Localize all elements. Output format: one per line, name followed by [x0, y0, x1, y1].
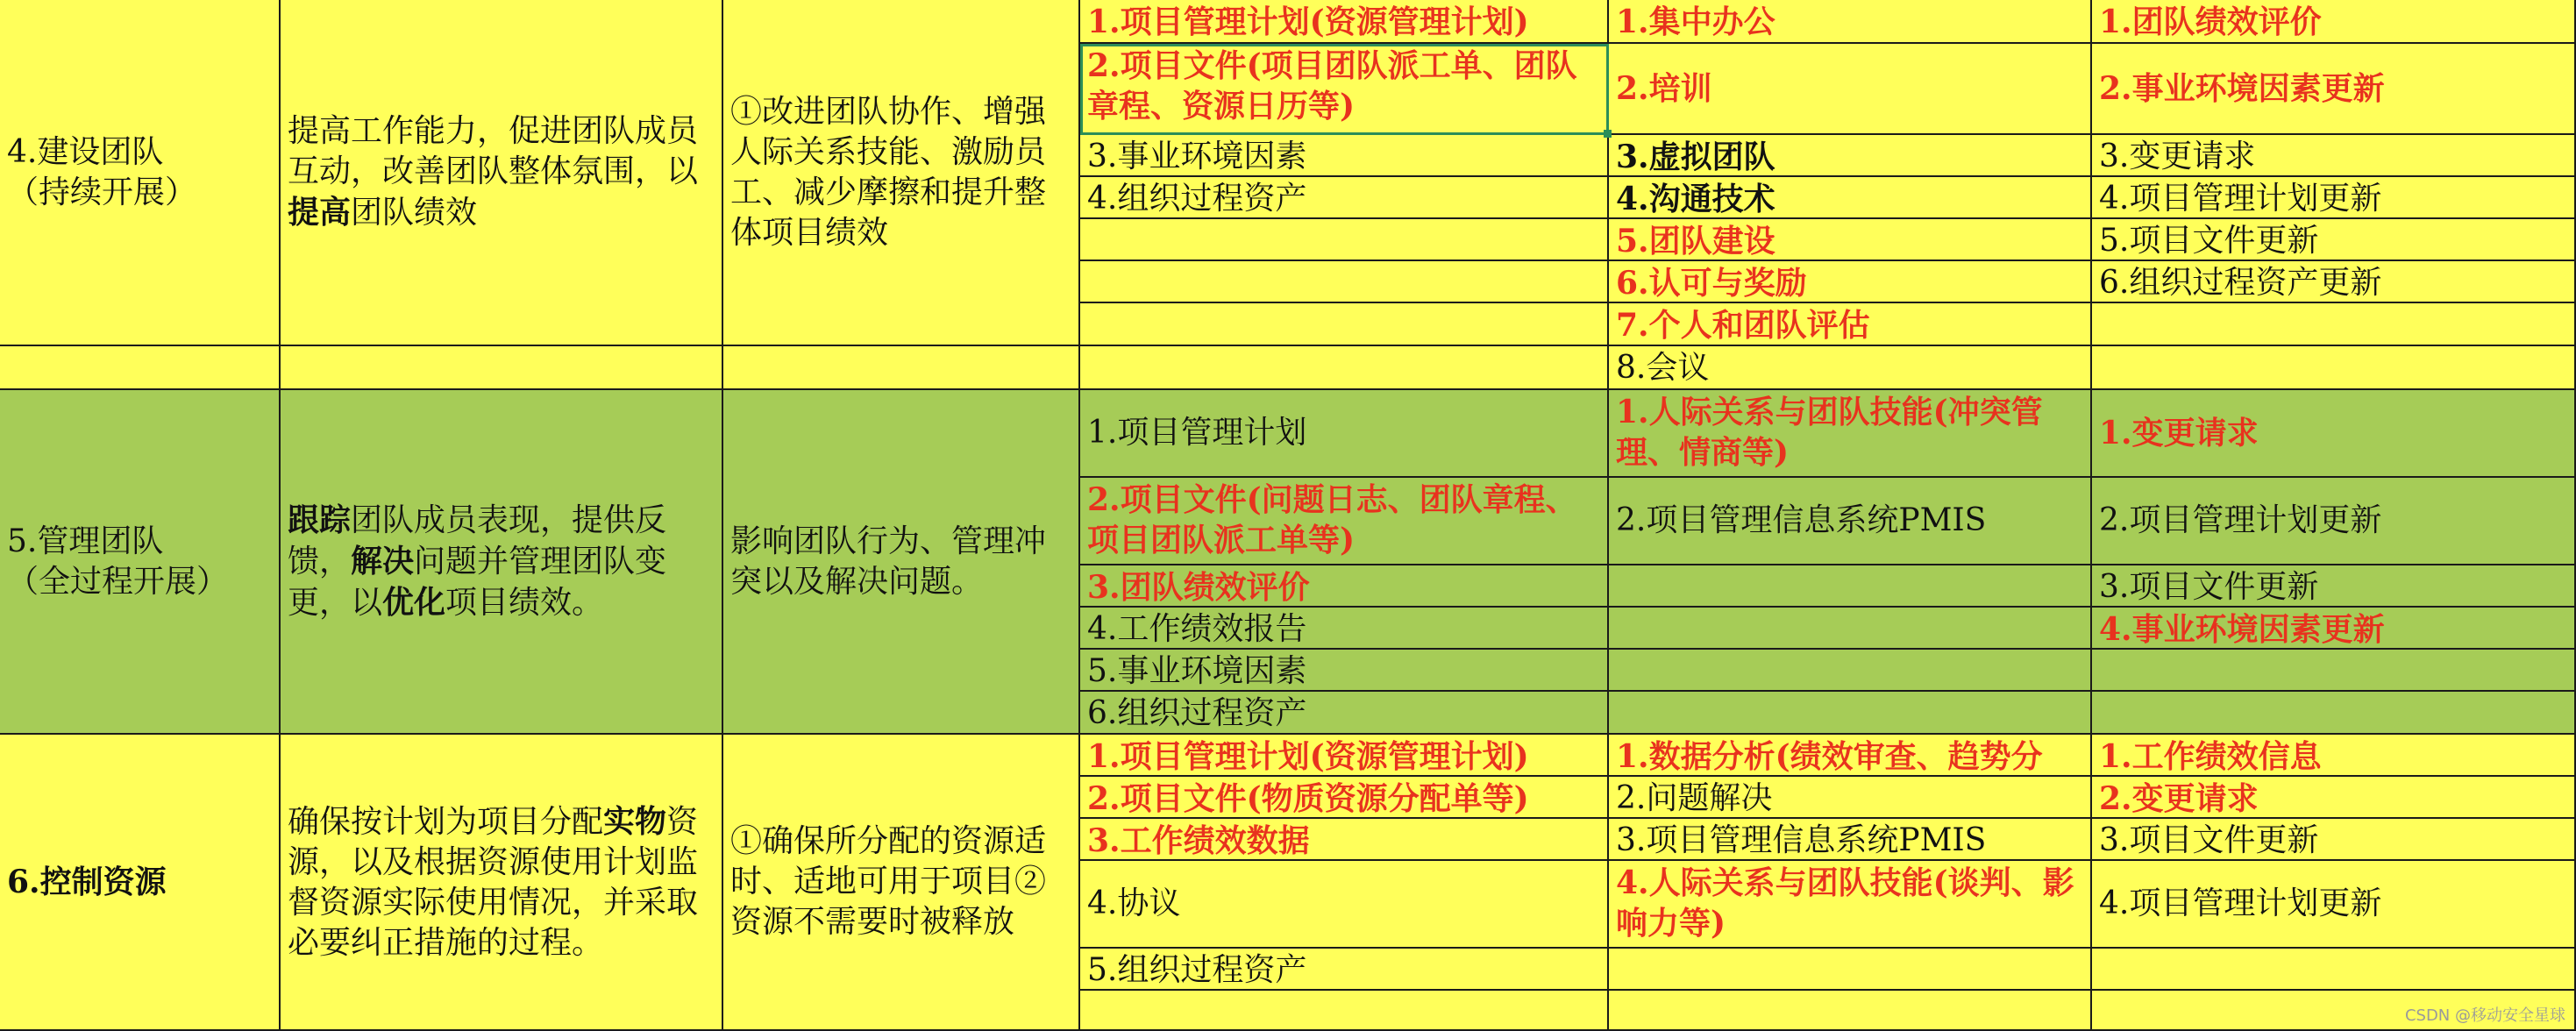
tool-text: 1.集中办公	[1616, 4, 1775, 40]
tool-cell[interactable]	[1609, 777, 2092, 819]
output-cell[interactable]	[2092, 478, 2576, 565]
input-cell[interactable]	[1080, 735, 1609, 777]
definition-cell-build-team[interactable]	[281, 0, 723, 346]
tool-cell[interactable]	[1609, 608, 2092, 650]
output-text: 6.组织过程资产更新	[2099, 265, 2382, 301]
tool-cell[interactable]	[1609, 177, 2092, 219]
output-text: 2.项目管理计划更新	[2099, 502, 2382, 538]
input-cell[interactable]	[1080, 390, 1609, 478]
tool-cell[interactable]	[1609, 303, 2092, 346]
tool-text: 6.认可与奖励	[1616, 265, 1807, 302]
definition-keyword: 跟踪	[288, 501, 352, 538]
input-cell[interactable]	[1080, 261, 1609, 303]
output-cell[interactable]	[2092, 692, 2576, 735]
output-text: 5.项目文件更新	[2099, 223, 2319, 259]
definition-keyword: 实物	[603, 802, 667, 840]
input-cell[interactable]	[1080, 346, 1609, 390]
tool-cell[interactable]	[1609, 692, 2092, 735]
tool-text: 3.项目管理信息系统PMIS	[1616, 822, 1987, 858]
process-mode: （全过程开展）	[7, 563, 229, 600]
output-cell[interactable]	[2092, 608, 2576, 650]
output-cell[interactable]	[2092, 135, 2576, 177]
output-cell[interactable]	[2092, 735, 2576, 777]
input-cell[interactable]	[1080, 303, 1609, 346]
definition-cell-control-resources[interactable]	[281, 735, 723, 1031]
watermark: CSDN @移动安全星球	[2404, 1006, 2565, 1025]
tool-cell[interactable]	[1609, 565, 2092, 608]
tool-text: 1.人际关系与团队技能(冲突管理、情商等)	[1616, 394, 2043, 471]
tool-text: 2.项目管理信息系统PMIS	[1616, 502, 1987, 538]
tool-cell[interactable]	[1609, 219, 2092, 261]
definition-text	[288, 801, 715, 963]
tool-cell[interactable]	[1609, 261, 2092, 303]
input-text: 4.工作绩效报告	[1087, 611, 1307, 647]
output-cell[interactable]	[2092, 390, 2576, 478]
tool-cell[interactable]	[1609, 346, 2092, 390]
input-cell[interactable]	[1080, 565, 1609, 608]
tool-cell[interactable]	[1609, 650, 2092, 692]
tool-cell[interactable]	[1609, 861, 2092, 949]
benefit-cell-control-resources[interactable]	[723, 735, 1080, 1031]
filler-cell[interactable]	[281, 346, 723, 390]
output-text: 4.事业环境因素更新	[2099, 611, 2385, 648]
process-cell-build-team[interactable]	[0, 0, 281, 346]
tool-text: 3.虚拟团队	[1616, 139, 1775, 175]
process-name	[7, 522, 228, 602]
input-cell[interactable]	[1080, 177, 1609, 219]
output-cell[interactable]	[2092, 861, 2576, 949]
filler-cell[interactable]	[723, 346, 1080, 390]
output-cell[interactable]	[2092, 261, 2576, 303]
tool-text: 5.团队建设	[1616, 223, 1775, 260]
input-text: 1.项目管理计划(资源管理计划)	[1087, 4, 1529, 40]
tool-cell[interactable]	[1609, 390, 2092, 478]
tool-text: 2.问题解决	[1616, 780, 1773, 816]
definition-part: 项目绩效。	[445, 585, 604, 621]
definition-keyword: 优化	[382, 584, 446, 621]
output-cell[interactable]	[2092, 565, 2576, 608]
input-cell[interactable]	[1080, 861, 1609, 949]
tool-cell[interactable]	[1609, 44, 2092, 135]
tool-cell[interactable]	[1609, 0, 2092, 44]
input-text: 2.项目文件(项目团队派工单、团队章程、资源日历等)	[1087, 47, 1577, 124]
tool-text: 2.培训	[1616, 70, 1712, 107]
input-cell[interactable]	[1080, 0, 1609, 44]
benefit-text: ①确保所分配的资源适时、适地可用于项目②资源不需要时被释放	[730, 823, 1047, 940]
input-cell-selected[interactable]	[1080, 44, 1609, 135]
input-cell[interactable]	[1080, 478, 1609, 565]
output-cell[interactable]	[2092, 219, 2576, 261]
tool-cell[interactable]	[1609, 991, 2092, 1031]
output-text: 4.项目管理计划更新	[2099, 885, 2382, 921]
input-cell[interactable]	[1080, 608, 1609, 650]
selection-fill-handle[interactable]	[1604, 130, 1612, 138]
output-cell[interactable]	[2092, 303, 2576, 346]
tool-text: 4.人际关系与团队技能(谈判、影响力等)	[1616, 864, 2074, 942]
process-mode: （持续开展）	[7, 174, 197, 210]
input-text: 4.组织过程资产	[1087, 181, 1307, 217]
definition-part: 团队成员表现，提供反馈，	[288, 502, 667, 579]
benefit-cell-manage-team[interactable]	[723, 390, 1080, 735]
output-text: 3.项目文件更新	[2099, 822, 2319, 858]
tool-cell[interactable]	[1609, 819, 2092, 861]
input-text: 1.项目管理计划	[1087, 415, 1307, 451]
output-text: 1.工作绩效信息	[2099, 738, 2322, 775]
output-cell[interactable]	[2092, 44, 2576, 135]
output-text: 1.团队绩效评价	[2099, 4, 2322, 40]
input-cell[interactable]	[1080, 819, 1609, 861]
tool-cell[interactable]	[1609, 949, 2092, 991]
input-text: 5.组织过程资产	[1087, 952, 1307, 988]
input-text: 1.项目管理计划(资源管理计划)	[1087, 738, 1529, 775]
input-text: 2.项目文件(问题日志、团队章程、项目团队派工单等)	[1087, 481, 1577, 558]
output-cell[interactable]	[2092, 819, 2576, 861]
input-cell[interactable]	[1080, 777, 1609, 819]
process-title: 4.建设团队	[7, 133, 164, 170]
input-text: 2.项目文件(物质资源分配单等)	[1087, 780, 1529, 817]
input-cell[interactable]	[1080, 991, 1609, 1031]
output-text: 4.项目管理计划更新	[2099, 181, 2382, 217]
input-text: 3.团队绩效评价	[1087, 569, 1310, 606]
tool-cell[interactable]	[1609, 735, 2092, 777]
input-cell[interactable]	[1080, 650, 1609, 692]
benefit-cell-build-team[interactable]	[723, 0, 1080, 346]
benefit-text: 影响团队行为、管理冲突以及解决问题。	[730, 523, 1047, 600]
definition-text	[288, 500, 715, 623]
output-cell[interactable]	[2092, 650, 2576, 692]
tool-cell[interactable]	[1609, 478, 2092, 565]
process-cell-control-resources[interactable]	[0, 735, 281, 1031]
output-text: 1.变更请求	[2099, 415, 2259, 452]
output-text: 2.变更请求	[2099, 780, 2259, 817]
tool-text: 8.会议	[1616, 350, 1710, 386]
tool-text: 4.沟通技术	[1616, 181, 1775, 217]
output-text: 3.项目文件更新	[2099, 569, 2319, 605]
definition-text	[288, 111, 715, 233]
definition-cell-manage-team[interactable]	[281, 390, 723, 735]
input-text: 4.协议	[1087, 885, 1181, 921]
input-cell[interactable]	[1080, 135, 1609, 177]
definition-part: 团队绩效	[351, 195, 478, 231]
output-cell[interactable]	[2092, 949, 2576, 991]
output-cell[interactable]	[2092, 0, 2576, 44]
process-title: 6.控制资源	[7, 864, 167, 900]
input-text: 5.事业环境因素	[1087, 653, 1307, 689]
output-text: 3.变更请求	[2099, 139, 2256, 174]
output-text: 2.事业环境因素更新	[2099, 70, 2385, 107]
definition-part: 资源，以及根据资源使用计划监督资源实际使用情况，并采取必要纠正措施的过程。	[288, 803, 699, 961]
input-cell[interactable]	[1080, 692, 1609, 735]
process-title: 5.管理团队	[7, 523, 164, 559]
tool-cell[interactable]	[1609, 135, 2092, 177]
input-text: 6.组织过程资产	[1087, 695, 1307, 731]
definition-part: 提高工作能力，促进团队成员互动，改善团队整体氛围，以	[288, 113, 699, 189]
process-name	[7, 132, 196, 213]
filler-cell[interactable]	[0, 346, 281, 390]
input-cell[interactable]	[1080, 219, 1609, 261]
input-text: 3.事业环境因素	[1087, 139, 1307, 174]
process-cell-manage-team[interactable]	[0, 390, 281, 735]
output-cell[interactable]	[2092, 777, 2576, 819]
output-cell[interactable]	[2092, 346, 2576, 390]
output-cell[interactable]	[2092, 177, 2576, 219]
tool-text: 1.数据分析(绩效审查、趋势分	[1616, 738, 2043, 775]
benefit-text: ①改进团队协作、增强人际关系技能、激励员工、减少摩擦和提升整体项目绩效	[730, 93, 1047, 251]
input-text: 3.工作绩效数据	[1087, 822, 1310, 859]
definition-part: 确保按计划为项目分配	[288, 803, 604, 840]
tool-text: 7.个人和团队评估	[1616, 307, 1870, 344]
input-cell[interactable]	[1080, 949, 1609, 991]
definition-part: 问题并管理团队变更，以	[288, 544, 667, 621]
definition-keyword: 解决	[351, 543, 415, 579]
definition-keyword: 提高	[288, 194, 352, 231]
